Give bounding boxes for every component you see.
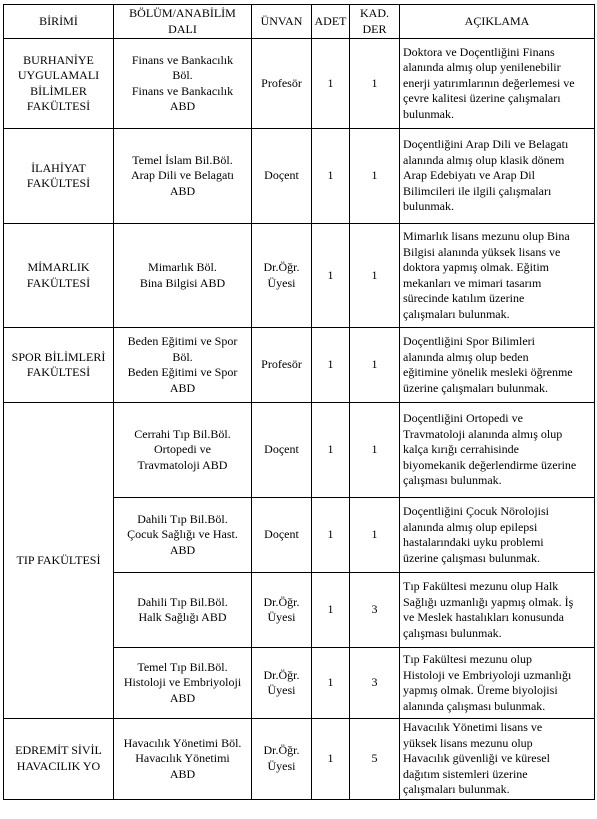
header-kadro-line-1: KAD. <box>360 6 389 20</box>
birim-cell-line: FAKÜLTESİ <box>26 275 91 290</box>
aciklama-cell-line: Doktora ve Doçentliğini Finans <box>403 44 555 59</box>
bolum-cell-line: Böl. <box>172 68 193 82</box>
bolum-cell-line: Cerrahi Tıp Bil.Böl. <box>134 426 231 441</box>
aciklama-cell <box>400 719 595 800</box>
birim-cell <box>4 129 114 224</box>
header-birim: BİRİMİ <box>4 5 114 39</box>
aciklama-cell <box>400 129 595 224</box>
bolum-cell-line: Bina Bilgisi ABD <box>139 275 226 290</box>
aciklama-cell-line: Havacılık Yönetimi lisans ve <box>403 720 543 734</box>
aciklama-cell-line: Travmatoloji alanında almış olup <box>403 426 563 441</box>
kadro-cell: 1 <box>350 328 400 403</box>
bolum-cell-line: Travmatoloji ABD <box>137 457 228 472</box>
aciklama-cell-line: çalışmaları bulunmak. <box>403 306 510 321</box>
table-row <box>4 224 595 328</box>
aciklama-cell-line: dağıtım sistemleri üzerine <box>403 766 528 781</box>
bolum-cell-line: ABD <box>169 380 196 395</box>
header-bolum-line-2: DALI <box>168 21 197 36</box>
aciklama-cell-line: alanında almış olup epilepsi <box>403 519 538 534</box>
aciklama-cell <box>400 498 595 573</box>
adet-cell: 1 <box>312 573 350 648</box>
header-kadro <box>350 5 400 39</box>
aciklama-cell-line: hastalarındaki uyku problemi <box>403 535 544 549</box>
aciklama-cell-line: bulunmak. <box>403 106 454 121</box>
bolum-cell-line: Dahili Tıp Bil.Böl. <box>137 594 228 609</box>
bolum-cell-line: Beden Eğitimi ve Spor <box>127 334 238 348</box>
adet-cell: 1 <box>312 224 350 328</box>
kadro-cell: 1 <box>350 39 400 129</box>
birim-cell-line: UYGULAMALI <box>17 68 100 82</box>
header-kadro-line-2: DER <box>362 21 387 36</box>
aciklama-cell-line: Histoloji ve Embriyoloji uzmanlığı <box>403 667 572 682</box>
birim-cell-line: FAKÜLTESİ <box>26 99 91 113</box>
aciklama-cell <box>400 224 595 328</box>
aciklama-cell-line: mekanları ve mimari tasarım <box>403 275 542 290</box>
unvan-cell-line: Profesör <box>261 75 302 90</box>
adet-cell: 1 <box>312 498 350 573</box>
aciklama-cell-line: Doçentliğini Çocuk Nörolojisi <box>403 504 549 518</box>
unvan-cell <box>252 224 312 328</box>
kadro-cell: 1 <box>350 129 400 224</box>
bolum-cell-line: Ortopedi ve <box>154 442 211 457</box>
unvan-cell <box>252 403 312 498</box>
aciklama-cell-line: ve Meslek hastalıkları konusunda <box>403 610 564 624</box>
bolum-cell <box>114 39 252 129</box>
bolum-cell-line: Halk Sağlığı ABD <box>138 610 227 624</box>
unvan-cell-line: Üyesi <box>267 275 296 290</box>
bolum-cell-line: Finans ve Bankacılık <box>131 52 234 67</box>
bolum-cell-line: Çocuk Sağlığı ve Hast. <box>127 527 238 542</box>
aciklama-cell-line: çalışması bulunmak. <box>403 473 502 488</box>
adet-cell: 1 <box>312 129 350 224</box>
birim-cell-line: İLAHİYAT <box>31 160 86 175</box>
aciklama-cell-line: kalça kırığı cerrahisinde <box>403 442 519 457</box>
aciklama-cell-line: alanında almış olup yenilenebilir <box>403 60 561 75</box>
unvan-cell-line: Doçent <box>264 442 299 457</box>
bolum-cell-line: ABD <box>169 690 196 705</box>
aciklama-cell-line: Bilimcileri ile ilgili çalışmaları <box>403 183 552 198</box>
bolum-cell-line: Beden Eğitimi ve Spor <box>127 365 238 379</box>
unvan-cell <box>252 719 312 800</box>
aciklama-cell-line: üzerine çalışmaları bulunmak. <box>403 380 548 395</box>
aciklama-cell-line: Doçentliğini Spor Bilimleri <box>403 334 535 348</box>
unvan-cell-line: Doçent <box>264 527 299 542</box>
aciklama-cell-line: yapmış olmak. Üreme biyolojisi <box>403 683 558 697</box>
aciklama-cell-line: alanında almış olup klasik dönem <box>403 152 565 167</box>
adet-cell: 1 <box>312 648 350 719</box>
table-row <box>4 403 595 498</box>
bolum-cell-line: Temel İslam Bil.Böl. <box>132 152 233 167</box>
birim-cell-line: EDREMİT SİVİL <box>15 743 102 758</box>
bolum-cell <box>114 498 252 573</box>
kadro-cell: 1 <box>350 498 400 573</box>
staff-positions-table <box>3 4 595 800</box>
bolum-cell-line: Mimarlık Böl. <box>148 260 217 274</box>
unvan-cell <box>252 39 312 129</box>
aciklama-cell-line: alanında almış olup beden <box>403 349 529 364</box>
aciklama-cell-line: bulunmak. <box>403 199 454 214</box>
aciklama-cell-line: sürecinde katılım üzerine <box>403 291 525 305</box>
table-header-row <box>4 5 595 39</box>
unvan-cell-line: Dr.Öğr. <box>263 594 300 609</box>
bolum-cell <box>114 648 252 719</box>
kadro-cell: 5 <box>350 719 400 800</box>
bolum-cell-line: ABD <box>169 766 196 781</box>
aciklama-cell-line: Tıp Fakültesi mezunu olup Halk <box>403 579 559 593</box>
adet-cell: 1 <box>312 403 350 498</box>
adet-cell: 1 <box>312 328 350 403</box>
bolum-cell <box>114 224 252 328</box>
unvan-cell <box>252 328 312 403</box>
bolum-cell-line: ABD <box>169 183 196 198</box>
unvan-cell-line: Üyesi <box>267 758 296 773</box>
table-row <box>4 39 595 129</box>
aciklama-cell-line: Tıp Fakültesi mezunu olup <box>403 652 532 666</box>
unvan-cell-line: Dr.Öğr. <box>263 260 300 274</box>
bolum-cell <box>114 403 252 498</box>
aciklama-cell-line: yüksek lisans mezunu olup <box>403 735 533 750</box>
birim-cell-line: BİLİMLER <box>30 83 87 98</box>
bolum-cell-line: Havacılık Yönetimi <box>135 751 230 765</box>
aciklama-cell-line: Havacılık güvenliği ve küresel <box>403 751 550 765</box>
header-aciklama: AÇIKLAMA <box>400 5 595 39</box>
bolum-cell <box>114 719 252 800</box>
unvan-cell <box>252 573 312 648</box>
bolum-cell-line: Histoloji ve Embriyoloji <box>123 675 242 690</box>
aciklama-cell <box>400 328 595 403</box>
bolum-cell <box>114 573 252 648</box>
aciklama-cell-line: çalışması bulunmak. <box>403 625 502 640</box>
bolum-cell-line: Havacılık Yönetimi Böl. <box>123 735 242 750</box>
header-bolum <box>114 5 252 39</box>
unvan-cell-line: Doçent <box>264 168 299 183</box>
bolum-cell-line: Böl. <box>172 349 193 364</box>
kadro-cell: 3 <box>350 573 400 648</box>
aciklama-cell-line: enerji yatırımlarının değerlemesi ve <box>403 75 575 90</box>
aciklama-cell <box>400 403 595 498</box>
unvan-cell-line: Profesör <box>261 357 302 372</box>
adet-cell: 1 <box>312 39 350 129</box>
birim-cell-line: BURHANİYE <box>23 52 94 67</box>
kadro-cell: 1 <box>350 403 400 498</box>
aciklama-cell-line: Bilgisi alanında yüksek lisans ve <box>403 244 561 259</box>
bolum-cell-line: Dahili Tıp Bil.Böl. <box>137 511 228 526</box>
unvan-cell-line: Üyesi <box>267 610 296 624</box>
bolum-cell-line: Finans ve Bankacılık <box>131 83 234 98</box>
bolum-cell-line: Arap Dili ve Belagatı <box>131 168 234 183</box>
birim-cell <box>4 403 114 719</box>
bolum-cell-line: ABD <box>169 99 196 113</box>
bolum-cell-line: Temel Tıp Bil.Böl. <box>137 659 228 674</box>
adet-cell: 1 <box>312 719 350 800</box>
aciklama-cell-line: eğitimine yönelik mesleki öğrenme <box>403 365 573 379</box>
aciklama-cell-line: çalışmaları bulunmak. <box>403 782 510 796</box>
bolum-cell-line: ABD <box>169 542 196 557</box>
birim-cell-line: FAKÜLTESİ <box>26 176 91 190</box>
birim-cell <box>4 328 114 403</box>
unvan-cell <box>252 648 312 719</box>
unvan-cell-line: Dr.Öğr. <box>263 667 300 682</box>
unvan-cell <box>252 129 312 224</box>
aciklama-cell-line: Arap Edebiyatı ve Arap Dil <box>403 168 535 183</box>
aciklama-cell-line: Mimarlık lisans mezunu olup Bina <box>403 229 570 243</box>
aciklama-cell <box>400 39 595 129</box>
aciklama-cell-line: üzerine çalışması bulunmak. <box>403 550 540 565</box>
birim-cell <box>4 39 114 129</box>
aciklama-cell-line: doktora yapmış olmak. Eğitim <box>403 260 549 274</box>
aciklama-cell-line: çevre kalitesi üzerine çalışmaları <box>403 91 561 106</box>
table-row <box>4 719 595 800</box>
aciklama-cell-line: alanında çalışması bulunmak. <box>403 698 546 713</box>
kadro-cell: 3 <box>350 648 400 719</box>
unvan-cell-line: Dr.Öğr. <box>263 743 300 758</box>
aciklama-cell-line: Doçentliğini Ortopedi ve <box>403 411 523 426</box>
aciklama-cell-line: Doçentliğini Arap Dili ve Belagatı <box>403 137 569 152</box>
unvan-cell-line: Üyesi <box>267 683 296 697</box>
table-row <box>4 328 595 403</box>
birim-cell-line: TIP FAKÜLTESİ <box>16 552 101 567</box>
birim-cell-line: MİMARLIK <box>27 260 90 274</box>
aciklama-cell-line: biyomekanik değerlendirme üzerine <box>403 457 577 472</box>
birim-cell <box>4 224 114 328</box>
aciklama-cell-line: Sağlığı uzmanlığı yapmış olmak. İş <box>403 594 574 609</box>
header-unvan: ÜNVAN <box>252 5 312 39</box>
bolum-cell <box>114 129 252 224</box>
birim-cell <box>4 719 114 800</box>
birim-cell-line: HAVACILIK YO <box>16 758 101 773</box>
kadro-cell: 1 <box>350 224 400 328</box>
birim-cell-line: SPOR BİLİMLERİ <box>11 349 106 364</box>
header-adet: ADET <box>312 5 350 39</box>
table-row <box>4 129 595 224</box>
bolum-cell <box>114 328 252 403</box>
aciklama-cell <box>400 573 595 648</box>
unvan-cell <box>252 498 312 573</box>
birim-cell-line: FAKÜLTESİ <box>26 365 91 379</box>
aciklama-cell <box>400 648 595 719</box>
header-bolum-line-1: BÖLÜM/ANABİLİM <box>129 6 236 20</box>
